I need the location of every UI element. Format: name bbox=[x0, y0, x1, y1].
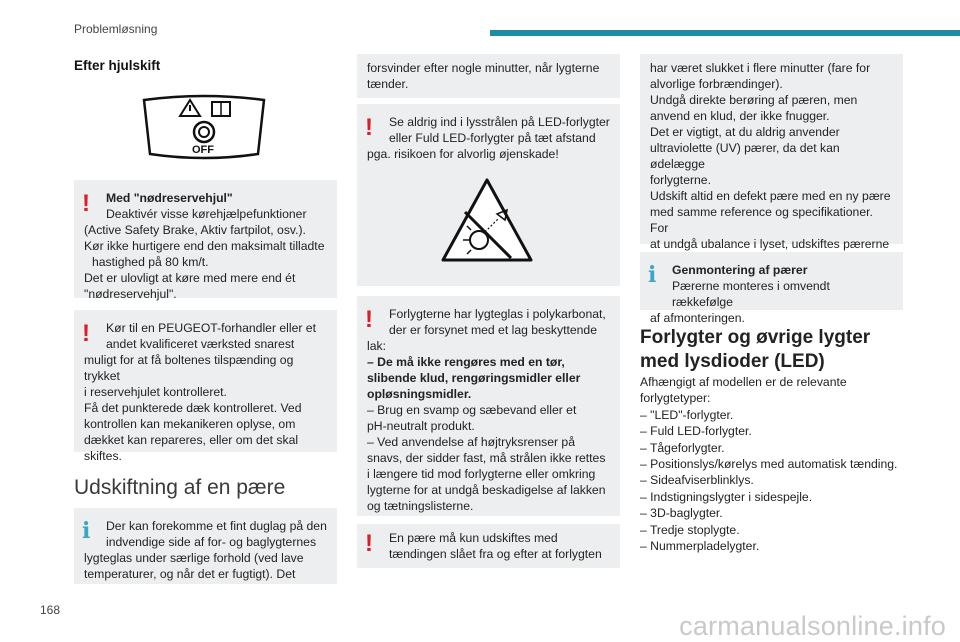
info-box-condensation bbox=[74, 508, 337, 584]
text-line: skiftes. bbox=[84, 449, 122, 463]
warning-exclamation-icon: ! bbox=[365, 530, 373, 557]
off-label: OFF bbox=[192, 144, 214, 156]
led-intro-and-list bbox=[640, 374, 910, 554]
text-line: Forlygterne har lygteglas i polykarbonat, bbox=[389, 307, 606, 321]
text-line: pH-neutralt produkt. bbox=[367, 419, 475, 433]
text-line: muligt for at få boltenes tilspænding og trykket bbox=[84, 353, 294, 383]
text-line: tænder. bbox=[367, 77, 409, 91]
text-line: i længere tid mod forlygterne eller omkring bbox=[367, 467, 596, 481]
text-line: hastighed på 80 km/t. bbox=[92, 255, 209, 269]
text-line: forlygtetyper: bbox=[640, 391, 711, 406]
text-line: pga. risikoen for alvorlig øjenskade! bbox=[367, 147, 559, 161]
warning-exclamation-icon: ! bbox=[365, 114, 373, 141]
list-item: – Indstigningslygter i sidespejle. bbox=[640, 489, 813, 504]
info-icon: i bbox=[648, 262, 657, 288]
instrument-panel-illustration bbox=[140, 94, 268, 162]
list-item: – Tågeforlygter. bbox=[640, 440, 725, 455]
info-box-refitting-bulbs bbox=[640, 252, 903, 325]
text-line: Kør til en PEUGEOT-forhandler eller et bbox=[106, 321, 316, 335]
text-line: Få det punkterede dæk kontrolleret. Ved bbox=[84, 401, 302, 415]
info-icon: i bbox=[82, 518, 91, 544]
text-line: En pære må kun udskiftes med bbox=[389, 531, 558, 545]
warning-title: Med "nødreservehjul" bbox=[106, 191, 233, 205]
text-line: med samme reference og specifikationer. For bbox=[650, 205, 873, 235]
warning-box-dealer bbox=[74, 310, 337, 463]
section-title-led-lights bbox=[640, 326, 870, 374]
text-line: snavs, der sidder fast, må strålen ikke rettes bbox=[367, 451, 606, 465]
text-line: Det er ulovligt at køre med mere end ét bbox=[84, 271, 296, 285]
text-line: indvendige side af for- og baglygternes bbox=[106, 535, 317, 549]
info-box-continuation bbox=[357, 54, 620, 98]
text-line: andet kvalificeret værksted snarest bbox=[106, 337, 295, 351]
text-line: "nødreservehjul". bbox=[84, 287, 177, 301]
list-item: – Positionslys/kørelys med automatisk tænding. bbox=[640, 457, 898, 472]
text-line: (Active Safety Brake, Aktiv fartpilot, osv.). bbox=[84, 223, 306, 237]
text-line: lak: bbox=[367, 339, 386, 353]
warning-box-continuation bbox=[640, 54, 903, 251]
text-line: anvend en klud, der ikke fnugger. bbox=[650, 109, 830, 123]
text-line: dækket kan repareres, eller om det skal bbox=[84, 433, 299, 447]
text-line: Det er vigtigt, at du aldrig anvender bbox=[650, 125, 840, 139]
text-line: har været slukket i flere minutter (fare for bbox=[650, 61, 871, 75]
running-header: Problemløsning bbox=[74, 22, 158, 36]
text-line: af afmonteringen. bbox=[650, 311, 745, 325]
heading-after-wheel-change: Efter hjulskift bbox=[74, 58, 161, 73]
text-line: opløsningsmidler. bbox=[367, 387, 472, 401]
text-line: og tætningslisterne. bbox=[367, 499, 474, 513]
text-line: lygteglas under særlige forhold (ved lave bbox=[84, 551, 304, 565]
warning-box-led-eye bbox=[357, 104, 620, 286]
text-line: forlygterne. bbox=[650, 173, 711, 187]
warning-box-polycarbonate bbox=[357, 296, 620, 516]
text-line: forsvinder efter nogle minutter, når lygterne bbox=[367, 61, 600, 75]
list-item: – Nummerpladelygter. bbox=[640, 539, 760, 554]
list-item: – Tredje stoplygte. bbox=[640, 522, 740, 537]
warning-exclamation-icon: ! bbox=[82, 320, 90, 347]
text-line: ultraviolette (UV) pærer, da det kan ødelægge bbox=[650, 141, 840, 171]
text-line: at undgå ubalance i lyset, udskiftes pærerne bbox=[650, 237, 890, 251]
text-line: tændingen slået fra og efter at forlygten bbox=[389, 547, 602, 561]
info-title: Genmontering af pærer bbox=[672, 263, 808, 277]
heading-line: med lysdioder (LED) bbox=[640, 351, 825, 372]
text-line: – De må ikke rengøres med en tør, bbox=[367, 355, 565, 369]
warning-box-spare-wheel bbox=[74, 180, 337, 301]
warning-exclamation-icon: ! bbox=[365, 306, 373, 333]
section-title-bulb-replacement: Udskiftning af en pære bbox=[74, 476, 286, 499]
warning-exclamation-icon: ! bbox=[82, 190, 90, 217]
heading-line: Forlygter og øvrige lygter bbox=[640, 327, 871, 348]
text-line: Der kan forekomme et fint duglag på den bbox=[106, 519, 327, 533]
text-line: Deaktivér visse kørehjælpefunktioner bbox=[106, 207, 307, 221]
header-accent-bar bbox=[490, 30, 960, 36]
text-line: Afhængigt af modellen er de relevante bbox=[640, 375, 847, 389]
text-line: temperaturer, og når det er fugtigt). Det bbox=[84, 567, 296, 581]
text-line: – Ved anvendelse af højtryksrenser på bbox=[367, 435, 575, 449]
no-look-into-light-icon bbox=[437, 174, 537, 272]
list-item: – Sideafviserblinklys. bbox=[640, 473, 754, 488]
text-line: slibende klud, rengøringsmidler eller bbox=[367, 371, 581, 385]
watermark: carmanualsonline.info bbox=[679, 611, 946, 641]
text-line: – Brug en svamp og sæbevand eller et bbox=[367, 403, 577, 417]
text-line: alvorlige forbrændinger). bbox=[650, 77, 783, 91]
text-line: i reservehjulet kontrolleret. bbox=[84, 385, 227, 399]
text-line: Udskift altid en defekt pære med en ny pære bbox=[650, 189, 891, 203]
list-item: – "LED"-forlygter. bbox=[640, 407, 734, 422]
text-line: der er forsynet med et lag beskyttende bbox=[389, 323, 597, 337]
page-number: 168 bbox=[40, 603, 61, 617]
list-item: – Fuld LED-forlygter. bbox=[640, 424, 752, 439]
list-item: – 3D-baglygter. bbox=[640, 506, 723, 521]
text-line: lygterne for at undgå beskadigelse af lakken bbox=[367, 483, 606, 497]
text-line: Kør ikke hurtigere end den maksimalt tilladte bbox=[84, 239, 325, 253]
text-line: Se aldrig ind i lysstrålen på LED-forlygter bbox=[389, 115, 610, 129]
text-line: kontrollen kan mekanikeren oplyse, om bbox=[84, 417, 296, 431]
text-line: Pærerne monteres i omvendt rækkefølge bbox=[672, 279, 830, 309]
text-line: eller Fuld LED-forlygter på tæt afstand bbox=[389, 131, 596, 145]
text-line: Undgå direkte berøring af pæren, men bbox=[650, 93, 858, 107]
warning-box-ignition-off bbox=[357, 524, 620, 568]
